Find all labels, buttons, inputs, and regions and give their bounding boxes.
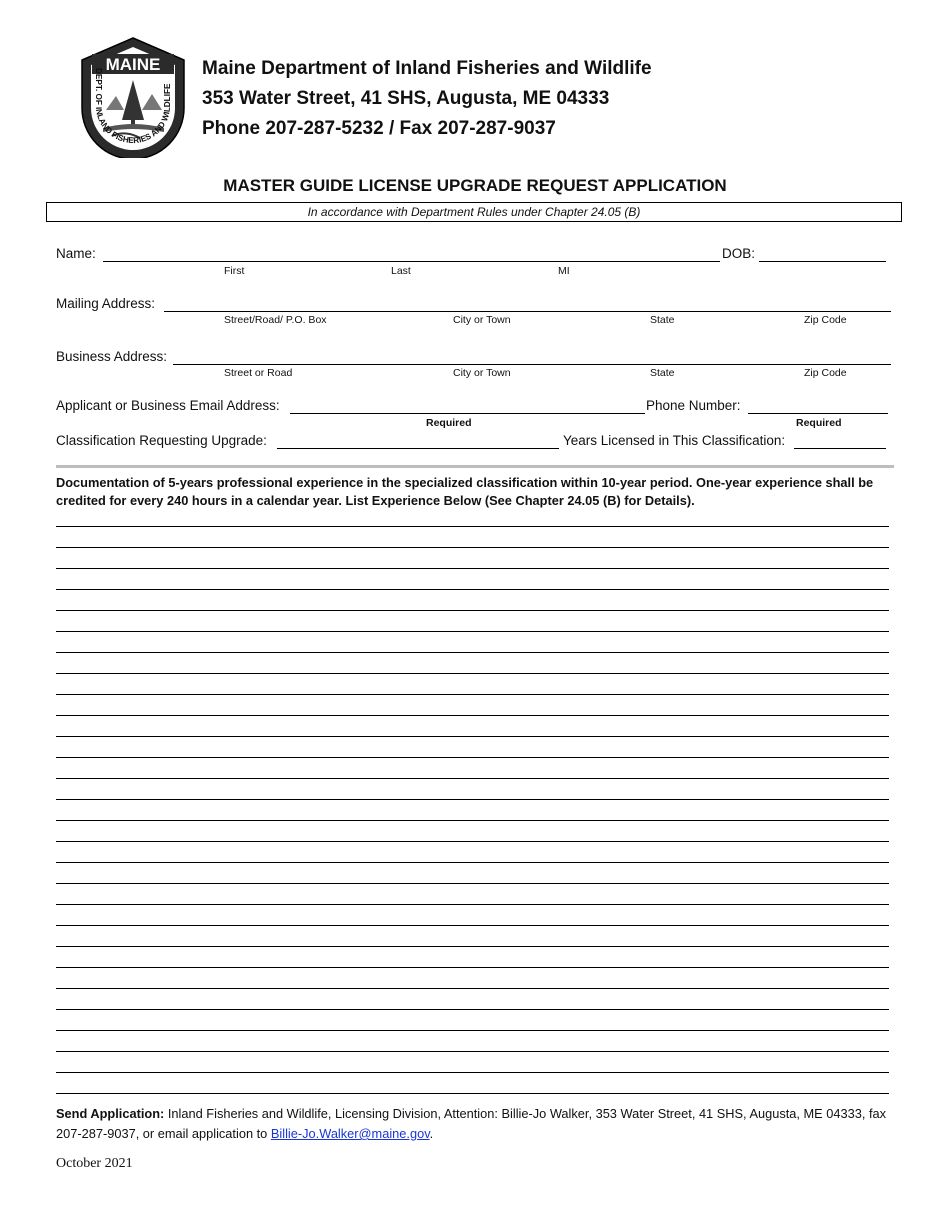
experience-line[interactable] [56,547,889,548]
dob-label: DOB: [722,246,756,261]
caption-street: Street/Road/ P.O. Box [224,314,327,326]
email-required: Required [426,417,472,429]
section-divider [56,465,894,468]
org-address: 353 Water Street, 41 SHS, Augusta, ME 04333 [202,88,610,109]
experience-line[interactable] [56,1072,889,1073]
experience-line[interactable] [56,757,889,758]
experience-line[interactable] [56,652,889,653]
phone-label: Phone Number: [646,398,741,413]
experience-line[interactable] [56,967,889,968]
org-name: Maine Department of Inland Fisheries and Wildlife [202,58,652,79]
send-application-label: Send Application: [56,1106,165,1121]
form-title: MASTER GUIDE LICENSE UPGRADE REQUEST APPLICATION [223,176,727,195]
experience-line[interactable] [56,673,889,674]
name-label: Name: [56,246,96,261]
experience-line[interactable] [56,610,889,611]
caption-zip: Zip Code [804,314,847,326]
experience-line[interactable] [56,778,889,779]
send-application-instructions [56,1104,898,1144]
experience-line[interactable] [56,862,889,863]
caption-state: State [650,367,675,379]
experience-line[interactable] [56,715,889,716]
maine-ifw-logo [78,36,188,158]
years-licensed-label: Years Licensed in This Classification: [563,433,786,448]
classification-input[interactable] [277,448,559,449]
form-revision-date: October 2021 [56,1156,133,1171]
org-phone-fax: Phone 207-287-5232 / Fax 207-287-9037 [202,118,556,139]
experience-line[interactable] [56,799,889,800]
caption-street: Street or Road [224,367,293,379]
email-input[interactable] [290,413,645,414]
experience-line[interactable] [56,1009,889,1010]
experience-line[interactable] [56,925,889,926]
name-input[interactable] [103,261,720,262]
experience-line[interactable] [56,631,889,632]
phone-input[interactable] [748,413,888,414]
caption-state: State [650,314,675,326]
documentation-instructions: Documentation of 5-years professional experience in the specialized classification within 10-year period. One-year experience shall be credited for every 240 hours in a calendar year. List Experience Below (See Chapter 24.05 (B) for Details). [56,475,874,508]
business-address-input[interactable] [173,364,891,365]
caption-city: City or Town [453,367,511,379]
years-licensed-input[interactable] [794,448,886,449]
business-address-label: Business Address: [56,349,168,364]
classification-label: Classification Requesting Upgrade: [56,433,267,448]
send-application-end: . [429,1126,434,1141]
experience-line[interactable] [56,1093,889,1094]
experience-line[interactable] [56,904,889,905]
phone-required: Required [796,417,842,429]
contact-email-link[interactable]: Billie-Jo.Walker@maine.gov [270,1126,430,1141]
experience-line[interactable] [56,820,889,821]
experience-line[interactable] [56,694,889,695]
experience-line[interactable] [56,589,889,590]
mailing-address-label: Mailing Address: [56,296,156,311]
experience-line[interactable] [56,988,889,989]
form-subtitle: In accordance with Department Rules under Chapter 24.05 (B) [46,202,902,222]
dob-input[interactable] [759,261,886,262]
experience-line[interactable] [56,568,889,569]
experience-line[interactable] [56,1051,889,1052]
experience-line[interactable] [56,526,889,527]
caption-city: City or Town [453,314,511,326]
email-label: Applicant or Business Email Address: [56,398,280,413]
logo-maine-text: MAINE [105,55,161,74]
caption-zip: Zip Code [804,367,847,379]
experience-line[interactable] [56,736,889,737]
caption-mi: MI [558,265,570,277]
caption-first: First [224,265,245,277]
experience-line[interactable] [56,1030,889,1031]
send-application-text: Inland Fisheries and Wildlife, Licensing Division, Attention: Billie-Jo Walker, 353 Water Street, 41 SHS, Augusta, ME 04333, fax 207-287-9037, or email application to [56,1106,887,1141]
mailing-address-input[interactable] [164,311,891,312]
caption-last: Last [391,265,411,277]
experience-line[interactable] [56,883,889,884]
experience-line[interactable] [56,841,889,842]
experience-line[interactable] [56,946,889,947]
logo-ring-text: DEPT. OF INLAND FISHERIES AND WILDLIFE [93,68,173,146]
